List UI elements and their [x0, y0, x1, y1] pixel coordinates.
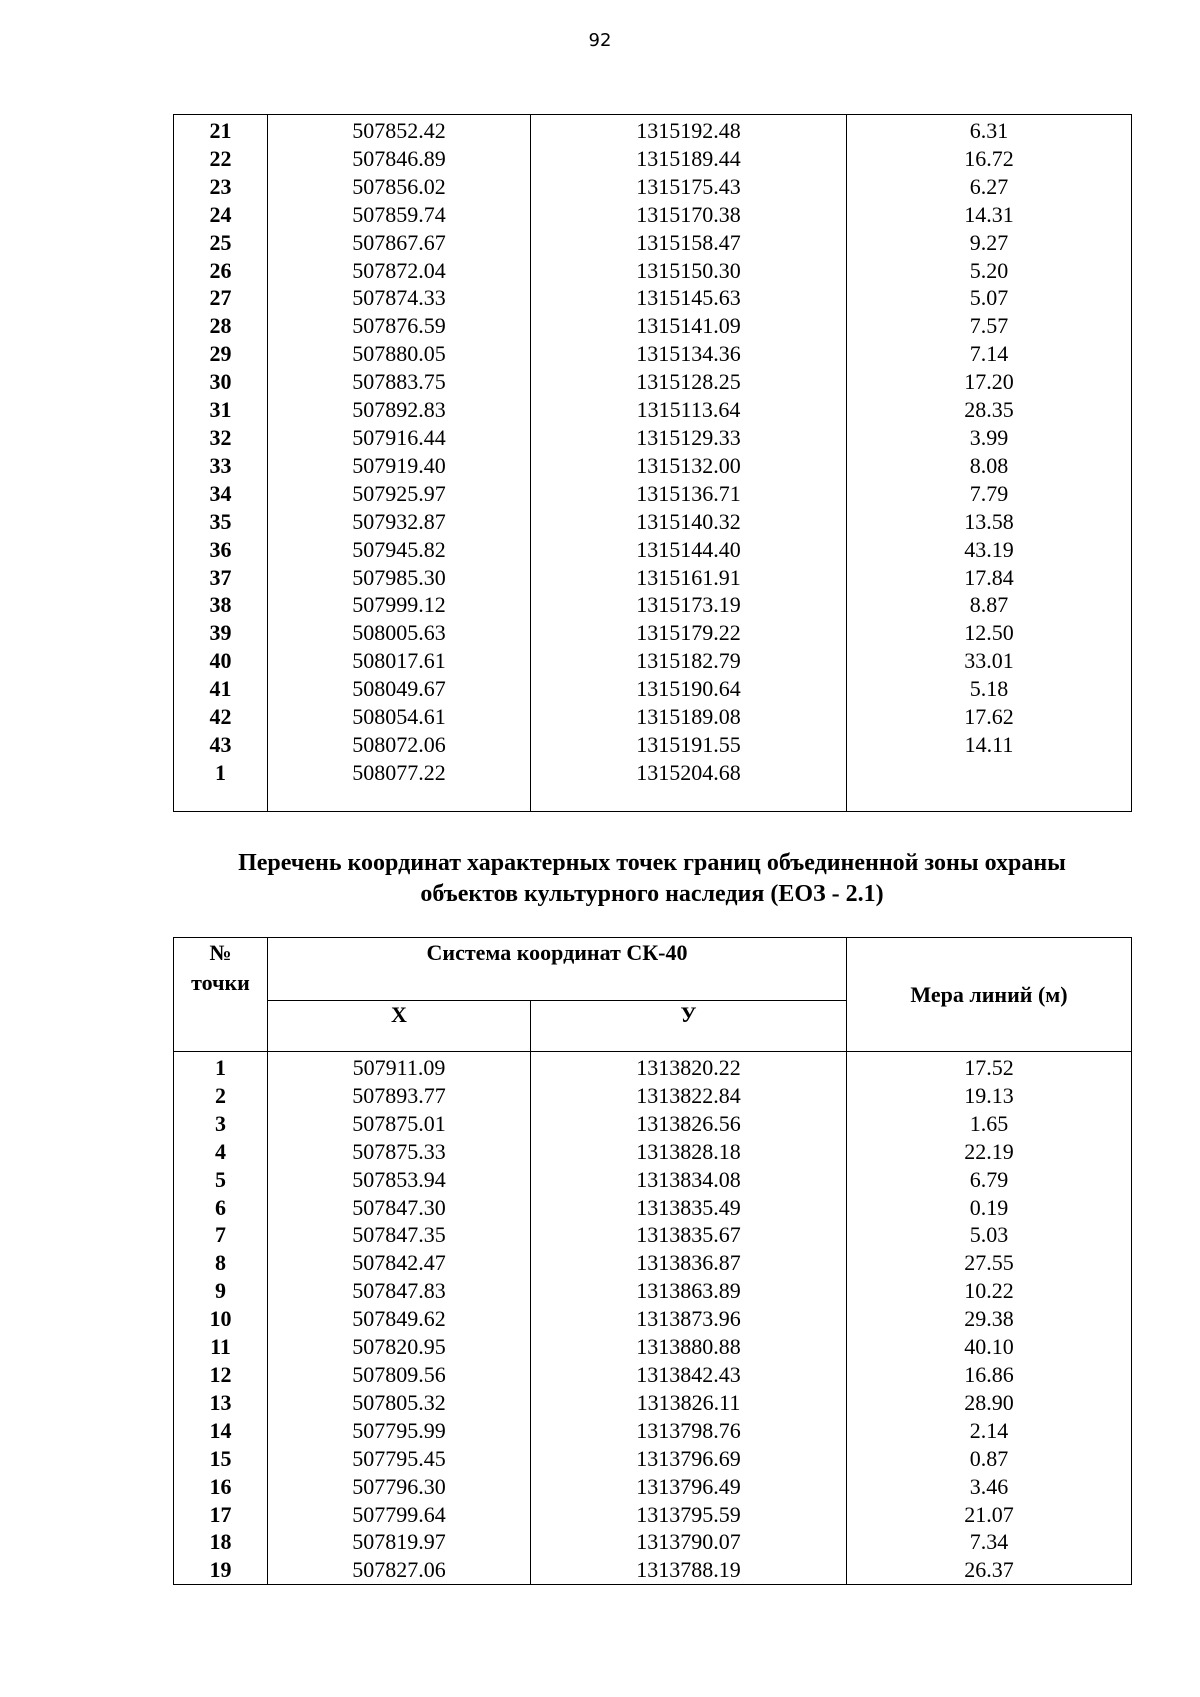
- point-number-cell: 27: [174, 284, 268, 312]
- line-measure-cell: 28.35: [847, 396, 1132, 424]
- table-row: [174, 1389, 1132, 1417]
- x-coordinate-cell: 507795.45: [268, 1445, 531, 1473]
- x-coordinate-cell: 507875.01: [268, 1110, 531, 1138]
- x-coordinate-cell: 507999.12: [268, 591, 531, 619]
- x-coordinate-cell: 507846.89: [268, 145, 531, 173]
- y-coordinate-cell: 1313822.84: [531, 1082, 847, 1110]
- y-coordinate-cell: 1315145.63: [531, 284, 847, 312]
- line-measure-cell: [847, 759, 1132, 787]
- x-coordinate-cell: 507842.47: [268, 1249, 531, 1277]
- point-number-cell: 35: [174, 508, 268, 536]
- x-coordinate-cell: 507853.94: [268, 1166, 531, 1194]
- line-measure-cell: 43.19: [847, 536, 1132, 564]
- y-column-header: У: [531, 1001, 847, 1052]
- y-coordinate-cell: 1313842.43: [531, 1361, 847, 1389]
- point-number-cell: 4: [174, 1138, 268, 1166]
- table-row: [174, 731, 1132, 759]
- point-number-cell: 25: [174, 229, 268, 257]
- table-row: [174, 536, 1132, 564]
- x-coordinate-cell: 507985.30: [268, 564, 531, 592]
- y-coordinate-cell: 1315132.00: [531, 452, 847, 480]
- point-number-header: [174, 938, 268, 1052]
- x-coordinate-cell: 507892.83: [268, 396, 531, 424]
- point-number-cell: 11: [174, 1333, 268, 1361]
- line-measure-cell: 6.31: [847, 115, 1132, 145]
- y-coordinate-cell: 1315150.30: [531, 257, 847, 285]
- table-row: [174, 619, 1132, 647]
- y-coordinate-cell: 1313796.69: [531, 1445, 847, 1473]
- point-number-cell: 9: [174, 1277, 268, 1305]
- y-coordinate-cell: 1315113.64: [531, 396, 847, 424]
- table-row: [174, 1110, 1132, 1138]
- table-row: [174, 229, 1132, 257]
- x-coordinate-cell: 507856.02: [268, 173, 531, 201]
- point-number-cell: 18: [174, 1528, 268, 1556]
- x-coordinate-cell: 508077.22: [268, 759, 531, 787]
- x-coordinate-cell: 508049.67: [268, 675, 531, 703]
- point-number-cell: 17: [174, 1501, 268, 1529]
- table-row: [174, 1445, 1132, 1473]
- y-coordinate-cell: 1313820.22: [531, 1052, 847, 1082]
- y-coordinate-cell: 1315136.71: [531, 480, 847, 508]
- line-measure-cell: 16.86: [847, 1361, 1132, 1389]
- y-coordinate-cell: 1313826.11: [531, 1389, 847, 1417]
- y-coordinate-cell: 1313826.56: [531, 1110, 847, 1138]
- line-measure-cell: 9.27: [847, 229, 1132, 257]
- line-measure-cell: 16.72: [847, 145, 1132, 173]
- eoz-coordinates-table: [173, 937, 1132, 1585]
- table-padding-row: [174, 787, 1132, 812]
- point-number-cell: 2: [174, 1082, 268, 1110]
- y-coordinate-cell: 1315175.43: [531, 173, 847, 201]
- table-row: [174, 284, 1132, 312]
- x-coordinate-cell: 507893.77: [268, 1082, 531, 1110]
- x-coordinate-cell: 507925.97: [268, 480, 531, 508]
- table-row: [174, 1052, 1132, 1082]
- point-number-cell: 34: [174, 480, 268, 508]
- point-number-cell: 39: [174, 619, 268, 647]
- y-coordinate-cell: 1315144.40: [531, 536, 847, 564]
- line-measure-cell: 3.99: [847, 424, 1132, 452]
- table-row: [174, 1249, 1132, 1277]
- point-number-cell: 41: [174, 675, 268, 703]
- table-row: [174, 480, 1132, 508]
- table-row: [174, 1138, 1132, 1166]
- point-number-cell: 12: [174, 1361, 268, 1389]
- line-measure-cell: 17.52: [847, 1052, 1132, 1082]
- table-row: [174, 312, 1132, 340]
- line-measure-cell: 22.19: [847, 1138, 1132, 1166]
- point-number-cell: 26: [174, 257, 268, 285]
- x-coordinate-cell: 507799.64: [268, 1501, 531, 1529]
- line-measure-cell: 5.20: [847, 257, 1132, 285]
- table-row: [174, 1166, 1132, 1194]
- line-measure-cell: 10.22: [847, 1277, 1132, 1305]
- x-coordinate-cell: 508072.06: [268, 731, 531, 759]
- y-coordinate-cell: 1315182.79: [531, 647, 847, 675]
- y-coordinate-cell: 1315134.36: [531, 340, 847, 368]
- y-coordinate-cell: 1313835.49: [531, 1194, 847, 1222]
- x-coordinate-cell: 507859.74: [268, 201, 531, 229]
- line-measure-cell: 6.27: [847, 173, 1132, 201]
- empty-cell: [268, 787, 531, 812]
- coordinates-table-body: [174, 115, 1132, 812]
- table-row: [174, 201, 1132, 229]
- point-number-cell: 21: [174, 115, 268, 145]
- y-coordinate-cell: 1315192.48: [531, 115, 847, 145]
- x-coordinate-cell: 507819.97: [268, 1528, 531, 1556]
- x-coordinate-cell: 507847.83: [268, 1277, 531, 1305]
- point-number-cell: 23: [174, 173, 268, 201]
- y-coordinate-cell: 1315191.55: [531, 731, 847, 759]
- x-coordinate-cell: 508054.61: [268, 703, 531, 731]
- table-row: [174, 1221, 1132, 1249]
- section-title-line-2: объектов культурного наследия (ЕОЗ - 2.1): [420, 881, 884, 907]
- table-row: [174, 340, 1132, 368]
- x-coordinate-cell: 507919.40: [268, 452, 531, 480]
- x-column-header: Х: [268, 1001, 531, 1052]
- point-number-cell: 1: [174, 759, 268, 787]
- line-measure-cell: 19.13: [847, 1082, 1132, 1110]
- point-number-cell: 15: [174, 1445, 268, 1473]
- x-coordinate-cell: 507820.95: [268, 1333, 531, 1361]
- x-coordinate-cell: 507876.59: [268, 312, 531, 340]
- eoz-table-body: [174, 1052, 1132, 1585]
- point-number-cell: 24: [174, 201, 268, 229]
- y-coordinate-cell: 1313873.96: [531, 1305, 847, 1333]
- table-row: [174, 675, 1132, 703]
- x-coordinate-cell: 507880.05: [268, 340, 531, 368]
- point-number-cell: 3: [174, 1110, 268, 1138]
- x-coordinate-cell: 507849.62: [268, 1305, 531, 1333]
- point-number-cell: 10: [174, 1305, 268, 1333]
- x-coordinate-cell: 507796.30: [268, 1473, 531, 1501]
- x-coordinate-cell: 507932.87: [268, 508, 531, 536]
- point-number-cell: 6: [174, 1194, 268, 1222]
- point-number-cell: 28: [174, 312, 268, 340]
- line-measure-cell: 14.11: [847, 731, 1132, 759]
- y-coordinate-cell: 1315204.68: [531, 759, 847, 787]
- y-coordinate-cell: 1313788.19: [531, 1556, 847, 1584]
- point-number-cell: 40: [174, 647, 268, 675]
- y-coordinate-cell: 1313880.88: [531, 1333, 847, 1361]
- point-number-cell: 32: [174, 424, 268, 452]
- x-coordinate-cell: 507847.30: [268, 1194, 531, 1222]
- point-number-cell: 5: [174, 1166, 268, 1194]
- x-coordinate-cell: 507805.32: [268, 1389, 531, 1417]
- point-number-cell: 7: [174, 1221, 268, 1249]
- table-row: [174, 452, 1132, 480]
- y-coordinate-cell: 1313798.76: [531, 1417, 847, 1445]
- line-measure-cell: 33.01: [847, 647, 1132, 675]
- y-coordinate-cell: 1313828.18: [531, 1138, 847, 1166]
- y-coordinate-cell: 1315189.44: [531, 145, 847, 173]
- point-number-cell: 29: [174, 340, 268, 368]
- y-coordinate-cell: 1315140.32: [531, 508, 847, 536]
- table-row: [174, 508, 1132, 536]
- y-coordinate-cell: 1313835.67: [531, 1221, 847, 1249]
- point-number-cell: 8: [174, 1249, 268, 1277]
- point-number-cell: 22: [174, 145, 268, 173]
- y-coordinate-cell: 1313795.59: [531, 1501, 847, 1529]
- point-number-cell: 31: [174, 396, 268, 424]
- x-coordinate-cell: 507875.33: [268, 1138, 531, 1166]
- line-measure-cell: 7.79: [847, 480, 1132, 508]
- table-row: [174, 647, 1132, 675]
- x-coordinate-cell: 507867.67: [268, 229, 531, 257]
- line-measure-cell: 0.87: [847, 1445, 1132, 1473]
- line-measure-cell: 29.38: [847, 1305, 1132, 1333]
- line-measure-cell: 28.90: [847, 1389, 1132, 1417]
- x-coordinate-cell: 507872.04: [268, 257, 531, 285]
- line-measure-cell: 7.34: [847, 1528, 1132, 1556]
- x-coordinate-cell: 507945.82: [268, 536, 531, 564]
- line-measure-cell: 5.07: [847, 284, 1132, 312]
- page-number: 92: [588, 30, 612, 51]
- x-coordinate-cell: 507883.75: [268, 368, 531, 396]
- x-coordinate-cell: 507874.33: [268, 284, 531, 312]
- line-measure-cell: 7.57: [847, 312, 1132, 340]
- table-row: [174, 257, 1132, 285]
- x-coordinate-cell: 507847.35: [268, 1221, 531, 1249]
- table-row: [174, 1333, 1132, 1361]
- line-measure-cell: 14.31: [847, 201, 1132, 229]
- line-measure-cell: 17.62: [847, 703, 1132, 731]
- line-measure-cell: 6.79: [847, 1166, 1132, 1194]
- line-measure-cell: 5.18: [847, 675, 1132, 703]
- line-measure-cell: 5.03: [847, 1221, 1132, 1249]
- y-coordinate-cell: 1315190.64: [531, 675, 847, 703]
- line-measure-cell: 8.08: [847, 452, 1132, 480]
- section-title-line-1: Перечень координат характерных точек границ объединенной зоны охраны: [238, 850, 1066, 876]
- y-coordinate-cell: 1315179.22: [531, 619, 847, 647]
- y-coordinate-cell: 1313796.49: [531, 1473, 847, 1501]
- y-coordinate-cell: 1315158.47: [531, 229, 847, 257]
- point-number-cell: 30: [174, 368, 268, 396]
- line-measure-cell: 7.14: [847, 340, 1132, 368]
- x-coordinate-cell: 508017.61: [268, 647, 531, 675]
- point-number-cell: 16: [174, 1473, 268, 1501]
- table-row: [174, 1417, 1132, 1445]
- y-coordinate-cell: 1315189.08: [531, 703, 847, 731]
- line-measure-cell: 21.07: [847, 1501, 1132, 1529]
- line-measure-cell: 17.20: [847, 368, 1132, 396]
- line-measure-cell: 27.55: [847, 1249, 1132, 1277]
- y-coordinate-cell: 1315170.38: [531, 201, 847, 229]
- table-row: [174, 759, 1132, 787]
- point-number-header-line-2: точки: [191, 970, 250, 995]
- table-row: [174, 1556, 1132, 1584]
- empty-cell: [847, 787, 1132, 812]
- table-row: [174, 1194, 1132, 1222]
- point-number-cell: 13: [174, 1389, 268, 1417]
- table-row: [174, 173, 1132, 201]
- line-measure-cell: 3.46: [847, 1473, 1132, 1501]
- table-row: [174, 1501, 1132, 1529]
- y-coordinate-cell: 1313834.08: [531, 1166, 847, 1194]
- line-measure-cell: 2.14: [847, 1417, 1132, 1445]
- table-row: [174, 1528, 1132, 1556]
- y-coordinate-cell: 1313836.87: [531, 1249, 847, 1277]
- table-row: [174, 1305, 1132, 1333]
- point-number-cell: 36: [174, 536, 268, 564]
- y-coordinate-cell: 1315141.09: [531, 312, 847, 340]
- table-row: [174, 396, 1132, 424]
- line-measure-cell: 17.84: [847, 564, 1132, 592]
- line-measure-cell: 0.19: [847, 1194, 1132, 1222]
- point-number-cell: 37: [174, 564, 268, 592]
- table-row: [174, 368, 1132, 396]
- line-measure-cell: 26.37: [847, 1556, 1132, 1584]
- table-row: [174, 591, 1132, 619]
- empty-cell: [174, 787, 268, 812]
- y-coordinate-cell: 1315129.33: [531, 424, 847, 452]
- coordinate-system-header: Система координат СК-40: [268, 938, 847, 1001]
- x-coordinate-cell: 507852.42: [268, 115, 531, 145]
- y-coordinate-cell: 1313790.07: [531, 1528, 847, 1556]
- point-number-cell: 42: [174, 703, 268, 731]
- line-measure-cell: 40.10: [847, 1333, 1132, 1361]
- y-coordinate-cell: 1315173.19: [531, 591, 847, 619]
- x-coordinate-cell: 507911.09: [268, 1052, 531, 1082]
- x-coordinate-cell: 507916.44: [268, 424, 531, 452]
- point-number-cell: 43: [174, 731, 268, 759]
- point-number-cell: 38: [174, 591, 268, 619]
- point-number-cell: 14: [174, 1417, 268, 1445]
- x-coordinate-cell: 508005.63: [268, 619, 531, 647]
- section-title: [173, 848, 1131, 910]
- coordinates-table-continued: [173, 114, 1132, 812]
- line-measure-cell: 13.58: [847, 508, 1132, 536]
- x-coordinate-cell: 507827.06: [268, 1556, 531, 1584]
- table-row: [174, 564, 1132, 592]
- y-coordinate-cell: 1315128.25: [531, 368, 847, 396]
- table-row: [174, 424, 1132, 452]
- table-row: [174, 145, 1132, 173]
- table-header: [174, 938, 1132, 1052]
- line-measure-cell: 1.65: [847, 1110, 1132, 1138]
- line-measure-cell: 8.87: [847, 591, 1132, 619]
- table-row: [174, 1473, 1132, 1501]
- y-coordinate-cell: 1315161.91: [531, 564, 847, 592]
- line-measure-cell: 12.50: [847, 619, 1132, 647]
- table-row: [174, 1082, 1132, 1110]
- y-coordinate-cell: 1313863.89: [531, 1277, 847, 1305]
- table-row: [174, 703, 1132, 731]
- empty-cell: [531, 787, 847, 812]
- point-number-header-line-1: №: [209, 940, 232, 965]
- line-measure-header: Мера линий (м): [847, 938, 1132, 1052]
- x-coordinate-cell: 507809.56: [268, 1361, 531, 1389]
- point-number-cell: 19: [174, 1556, 268, 1584]
- x-coordinate-cell: 507795.99: [268, 1417, 531, 1445]
- table-row: [174, 1361, 1132, 1389]
- point-number-cell: 33: [174, 452, 268, 480]
- point-number-cell: 1: [174, 1052, 268, 1082]
- table-row: [174, 1277, 1132, 1305]
- table-row: [174, 115, 1132, 145]
